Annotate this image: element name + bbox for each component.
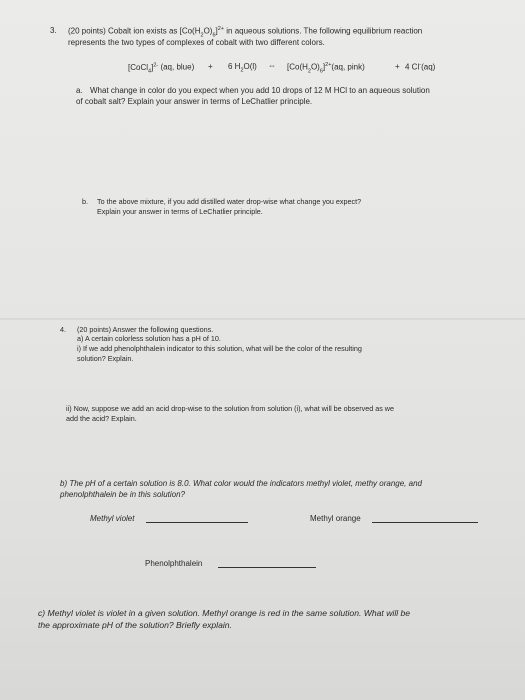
q4-part-ii-line1: ii) Now, suppose we add an acid drop-wise to the solution from solution (i), what will be observed as we [66, 404, 394, 413]
methyl-orange-blank[interactable] [372, 522, 478, 523]
methyl-violet-blank[interactable] [146, 522, 248, 523]
q3-number: 3. [50, 26, 57, 35]
q3-intro-line1: (20 points) Cobalt ion exists as $[Co(H_2O)_6]^{2+}$ in aqueous solutions. The following equilibrium reaction [68, 26, 423, 39]
eq-plus-2: + [395, 62, 400, 71]
q4-number: 4. [60, 325, 66, 334]
q3-part-a-line2: of cobalt salt? Explain your answer in terms of LeChatlier principle. [76, 97, 313, 106]
q3-intro-line2: represents the two types of complexes of cobalt with two different colors. [68, 38, 325, 47]
q4-intro: (20 points) Answer the following questions. [77, 325, 214, 334]
q3-part-b-label: b. [82, 197, 88, 206]
phenolphthalein-label: Phenolphthalein [145, 559, 203, 568]
eq-plus-1: + [208, 62, 213, 71]
q3-part-a-line1: What change in color do you expect when you add 10 drops of 12 M HCl to an aqueous solution [90, 86, 430, 95]
q4-part-b-line1: b) The pH of a certain solution is 8.0. What color would the indicators methyl violet, methy orange, and [60, 479, 422, 488]
phenolphthalein-blank[interactable] [218, 567, 316, 568]
methyl-violet-label: Methyl violet [90, 514, 135, 523]
q4-part-i-line1: i) If we add phenolphthalein indicator to this solution, what will be the color of the resulting [77, 344, 362, 353]
q3-part-b-line2: Explain your answer in terms of LeChatlier principle. [97, 207, 263, 216]
q4-part-ii-line2: add the acid? Explain. [66, 414, 137, 423]
q4-part-i-line2: solution? Explain. [77, 354, 134, 363]
q3-part-a-label: a. [76, 86, 83, 95]
eq-equilibrium-arrow: ⇔ [268, 61, 276, 70]
eq-reactant-state: (aq, blue) [160, 62, 195, 72]
q4-part-b-line2: phenolphthalein be in this solution? [60, 490, 185, 499]
methyl-orange-label: Methyl orange [310, 514, 361, 523]
q4-part-c-line2: the approximate pH of the solution? Briefly explain. [38, 620, 232, 630]
equilibrium-equation [128, 62, 194, 74]
eq-reactant-complex: [CoCl$_4$]$^{2-}$ [128, 62, 159, 75]
q4-part-a-line: a) A certain colorless solution has a pH of 10. [77, 334, 221, 343]
eq-chloride: 4 Cl-(aq) [405, 62, 436, 72]
paper-fold-shadow [0, 318, 525, 320]
eq-product-complex: $[Co(H_2O)_6]^{2+}(aq$, pink) [287, 62, 365, 75]
eq-water: 6 $H_2O(l)$ [228, 62, 257, 74]
q4-part-c-line1: c) Methyl violet is violet in a given solution. Methyl orange is red in the same solution. What will be [38, 608, 411, 618]
q3-part-b-line1: To the above mixture, if you add distilled water drop-wise what change you expect? [97, 197, 362, 206]
